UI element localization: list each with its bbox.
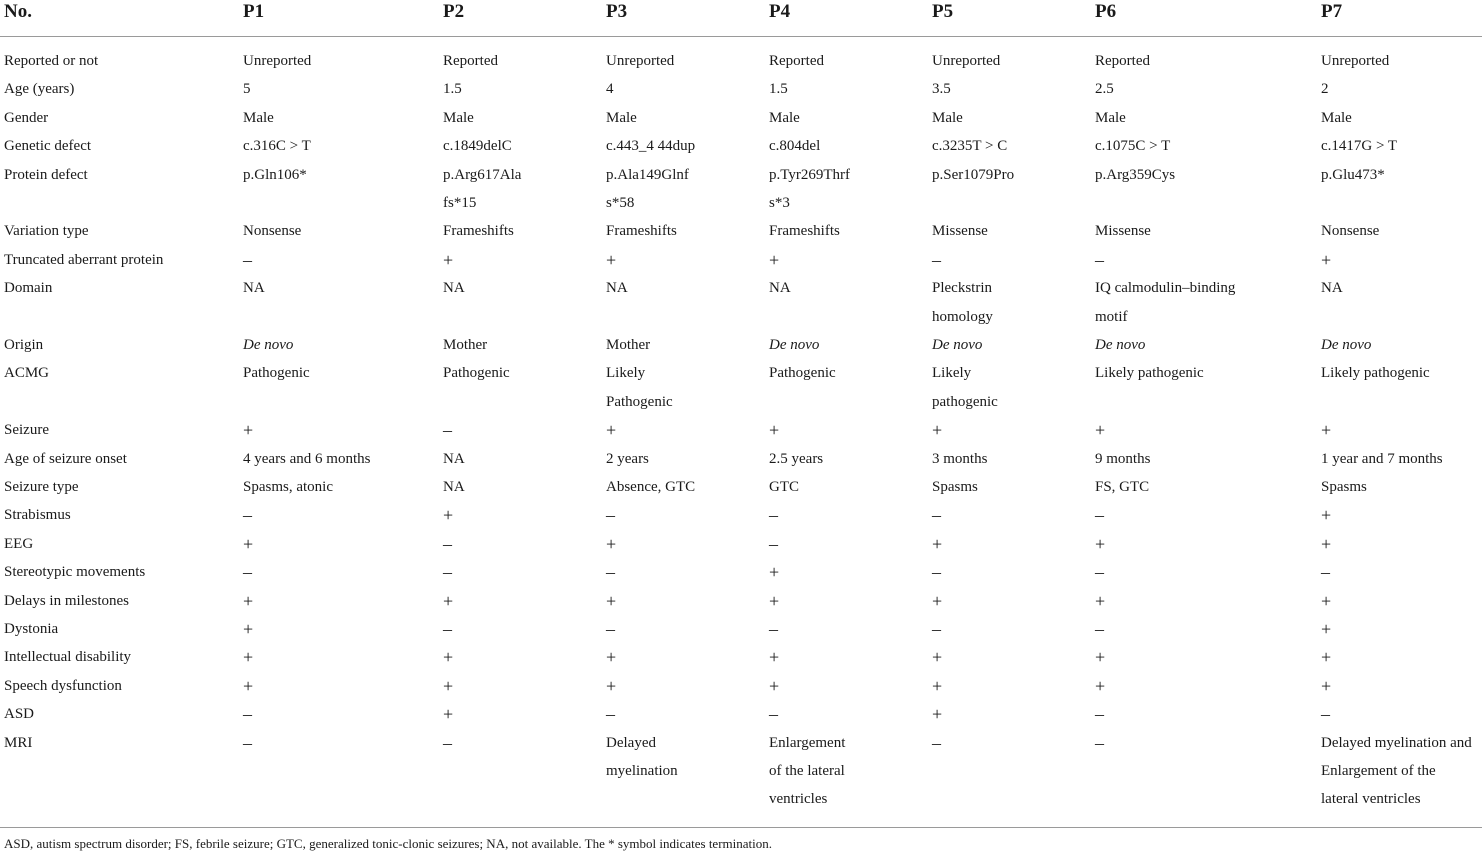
row-label: Dystonia (4, 621, 59, 637)
table-cell: c.804del (769, 138, 821, 155)
table-cell: c.1417G > T (1321, 138, 1398, 155)
table-cell: NA (1321, 280, 1343, 297)
table-cell: Delayed myelination (606, 734, 678, 779)
table-cell: – (1095, 619, 1104, 639)
table-cell: + (769, 647, 780, 668)
table-row (0, 729, 1482, 814)
table-cell: p.Tyr269Thrf s*3 (769, 166, 851, 211)
header-p2: P2 (443, 1, 465, 22)
table-cell: 9 months (1095, 450, 1151, 467)
table-row (0, 104, 1482, 132)
table-cell: Missense (1095, 223, 1151, 240)
row-label: ACMG (4, 365, 50, 382)
table-cell: – (769, 704, 778, 725)
table-cell: – (932, 619, 941, 639)
table-cell: Likely pathogenic (932, 365, 998, 410)
table-cell: + (243, 533, 254, 554)
table-cell: + (932, 590, 943, 611)
table-cell: NA (443, 450, 465, 467)
table-cell: Male (606, 109, 637, 126)
row-label: EEG (4, 535, 34, 552)
table-cell: 1.5 (443, 81, 462, 98)
table-cell: De novo (769, 337, 820, 353)
table-cell: + (443, 590, 454, 611)
row-label: Intellectual disability (4, 649, 132, 666)
table-cell: + (1321, 590, 1332, 611)
row-label: Protein defect (4, 166, 88, 183)
table-cell: Male (1321, 109, 1352, 126)
header-p1: P1 (243, 1, 265, 22)
table-cell: – (769, 505, 778, 526)
table-row (0, 132, 1482, 160)
table-cell: Frameshifts (606, 223, 677, 240)
table-cell: Male (443, 109, 474, 126)
table-cell: + (606, 420, 617, 441)
table-cell: Spasms (932, 479, 978, 495)
table-cell: c.1075C > T (1095, 138, 1171, 155)
row-label: Strabismus (4, 507, 71, 524)
header-p5: P5 (932, 1, 954, 22)
table-cell: Unreported (1321, 53, 1390, 69)
table-cell: + (932, 533, 943, 554)
table-cell: – (932, 505, 941, 526)
table-cell: + (932, 420, 943, 441)
table-cell: c.3235T > C (932, 138, 1008, 155)
table-row (0, 217, 1482, 245)
table-row (0, 700, 1482, 728)
table-cell: + (606, 590, 617, 611)
row-label: Delays in milestones (4, 592, 129, 609)
table-cell: + (606, 647, 617, 668)
row-label: ASD (4, 706, 35, 723)
table-cell: Likely pathogenic (1095, 365, 1204, 382)
table-cell: Reported (769, 53, 824, 69)
table-cell: + (932, 647, 943, 668)
table-cell: + (243, 619, 254, 639)
table-cell: 4 years and 6 months (243, 450, 371, 467)
table-cell: Male (932, 109, 963, 126)
table-cell: Likely pathogenic (1321, 365, 1430, 382)
table-cell: De novo (1321, 337, 1372, 353)
table-cell: – (606, 619, 615, 639)
table-cell: + (1095, 647, 1106, 668)
table-cell: De novo (932, 337, 983, 353)
table-cell: – (932, 732, 941, 753)
table-cell: De novo (1095, 337, 1146, 353)
table-cell: – (1321, 704, 1330, 725)
table-cell: + (443, 505, 454, 526)
table-cell: – (1095, 505, 1104, 526)
row-label: Reported or not (4, 53, 99, 69)
row-label: Seizure (4, 422, 49, 439)
table-cell: Reported (443, 53, 498, 69)
row-label: Gender (4, 109, 49, 126)
table-cell: + (243, 647, 254, 668)
table-cell: Unreported (243, 53, 312, 69)
table-cell: + (769, 420, 780, 441)
table-cell: + (1095, 533, 1106, 554)
table-cell: – (1095, 562, 1104, 583)
row-label: Origin (4, 337, 44, 353)
row-label: Genetic defect (4, 138, 92, 155)
table-cell: 1.5 (769, 81, 788, 98)
table-row (0, 445, 1482, 473)
table-row (0, 47, 1482, 75)
table-bottom-rule (0, 827, 1482, 828)
header-no: No. (4, 1, 32, 22)
table-cell: – (243, 562, 252, 583)
table-cell: NA (606, 280, 628, 297)
table-cell: + (1095, 420, 1106, 441)
table-cell: p.Glu473* (1321, 166, 1385, 183)
table-cell: c.316C > T (243, 138, 311, 155)
table-cell: Male (769, 109, 800, 126)
table-cell: + (769, 675, 780, 696)
table-cell: – (1095, 732, 1104, 753)
table-cell: NA (443, 479, 465, 495)
table-cell: – (243, 249, 252, 270)
table-cell: – (1095, 704, 1104, 725)
table-row (0, 587, 1482, 615)
table-cell: – (443, 732, 452, 753)
table-cell: – (606, 562, 615, 583)
header-p4: P4 (769, 1, 791, 22)
table-cell: + (1095, 590, 1106, 611)
table-cell: – (243, 732, 252, 753)
table-cell: – (606, 704, 615, 725)
table-cell: 3 months (932, 450, 988, 467)
table-row (0, 672, 1482, 700)
table-cell: + (243, 675, 254, 696)
table-cell: + (243, 420, 254, 441)
table-row (0, 75, 1482, 103)
table-cell: + (443, 704, 454, 725)
table-cell: 3.5 (932, 81, 951, 98)
header-p7: P7 (1321, 1, 1343, 22)
row-label: Seizure type (4, 479, 79, 495)
row-label: Age of seizure onset (4, 450, 127, 467)
table-cell: p.Arg359Cys (1095, 166, 1176, 183)
table-cell: Frameshifts (443, 223, 514, 240)
table-cell: Mother (606, 337, 651, 353)
table-cell: Unreported (606, 53, 675, 69)
table-cell: FS, GTC (1095, 479, 1150, 495)
table-row (0, 331, 1482, 359)
table-cell: + (606, 675, 617, 696)
table-cell: + (443, 675, 454, 696)
table-row (0, 558, 1482, 586)
table-cell: – (243, 505, 252, 526)
table-cell: Likely Pathogenic (606, 365, 673, 410)
table-cell: Frameshifts (769, 223, 840, 240)
table-cell: GTC (769, 479, 799, 495)
table-cell: Delayed myelination and Enlargement of the lateral ventricles (1321, 734, 1472, 808)
table-header (0, 0, 1482, 37)
table-cell: Pathogenic (769, 365, 836, 382)
table-cell: 2.5 (1095, 81, 1114, 98)
table-row (0, 530, 1482, 558)
table-cell: Spasms (1321, 479, 1367, 495)
table-cell: 5 (243, 81, 251, 98)
table-row (0, 416, 1482, 444)
table-cell: Missense (932, 223, 988, 240)
table-cell: – (606, 505, 615, 526)
table-cell: Male (243, 109, 274, 126)
table-cell: Pathogenic (443, 365, 510, 382)
table-cell: NA (443, 280, 465, 297)
table-cell: p.Gln106* (243, 166, 307, 183)
table-cell: + (1321, 619, 1332, 639)
table-row (0, 615, 1482, 643)
table-cell: + (443, 249, 454, 270)
table-cell: IQ calmodulin–binding motif (1095, 280, 1236, 325)
table-cell: 2 (1321, 81, 1329, 98)
table-cell: + (1321, 420, 1332, 441)
header-p3: P3 (606, 1, 628, 22)
table-cell: + (769, 590, 780, 611)
table-cell: c.443_4 44dup (606, 138, 696, 155)
table-cell: 1 year and 7 months (1321, 450, 1443, 467)
table-cell: – (932, 249, 941, 270)
table-cell: 2 years (606, 450, 649, 467)
table-cell: – (443, 420, 452, 441)
table-cell: p.Ala149Glnf s*58 (606, 166, 689, 211)
table-cell: Unreported (932, 53, 1001, 69)
row-label: Speech dysfunction (4, 677, 122, 694)
table-cell: + (1321, 505, 1332, 526)
table-cell: Nonsense (243, 223, 302, 240)
table-cell: – (769, 619, 778, 639)
table-cell: + (1321, 249, 1332, 270)
table-cell: + (443, 647, 454, 668)
row-label: Stereotypic movements (4, 564, 146, 581)
table-cell: Absence, GTC (606, 479, 696, 495)
table-cell: + (606, 249, 617, 270)
table-cell: + (243, 590, 254, 611)
table-cell: – (443, 562, 452, 583)
table-cell: p.Arg617Ala fs*15 (443, 166, 522, 211)
table-row (0, 161, 1482, 218)
table-cell: – (1321, 562, 1330, 583)
table-cell: – (932, 562, 941, 583)
table-footnote: ASD, autism spectrum disorder; FS, febrile seizure; GTC, generalized tonic-clonic seizures; NA, not available. The * symbol indicates termination. (4, 836, 773, 851)
table-cell: + (769, 562, 780, 583)
table-cell: Nonsense (1321, 223, 1380, 240)
table-cell: – (443, 619, 452, 639)
table-cell: + (1321, 647, 1332, 668)
table-cell: + (606, 533, 617, 554)
table-row (0, 473, 1482, 501)
row-label: Truncated aberrant protein (4, 251, 164, 268)
table-cell: Mother (443, 337, 488, 353)
table-cell: 4 (606, 81, 614, 98)
table-cell: Pleckstrin homology (932, 280, 993, 325)
table-cell: – (243, 704, 252, 725)
table-cell: p.Ser1079Pro (932, 166, 1015, 183)
table-cell: Spasms, atonic (243, 479, 333, 495)
table-cell: c.1849delC (443, 138, 512, 155)
table-cell: – (1095, 249, 1104, 270)
header-p6: P6 (1095, 1, 1117, 22)
row-label: Variation type (4, 223, 89, 240)
table-cell: Reported (1095, 53, 1150, 69)
table-cell: + (932, 675, 943, 696)
table-row (0, 643, 1482, 671)
table-cell: NA (769, 280, 791, 297)
table-cell: + (1095, 675, 1106, 696)
table-cell: + (769, 249, 780, 270)
table-cell: + (932, 704, 943, 725)
row-label: MRI (4, 734, 33, 751)
table-row (0, 246, 1482, 274)
table-cell: + (1321, 533, 1332, 554)
table-cell: 2.5 years (769, 450, 824, 467)
table-cell: Pathogenic (243, 365, 310, 382)
row-label: Age (years) (4, 81, 75, 98)
table-row (0, 359, 1482, 416)
table-cell: – (443, 533, 452, 554)
table-cell: – (769, 533, 778, 554)
table-row (0, 274, 1482, 331)
table-row (0, 501, 1482, 529)
table-cell: NA (243, 280, 265, 297)
table-cell: Male (1095, 109, 1126, 126)
table-cell: Enlargement of the lateral ventricles (769, 734, 846, 808)
table-cell: + (1321, 675, 1332, 696)
table-cell: De novo (243, 337, 294, 353)
row-label: Domain (4, 280, 53, 297)
